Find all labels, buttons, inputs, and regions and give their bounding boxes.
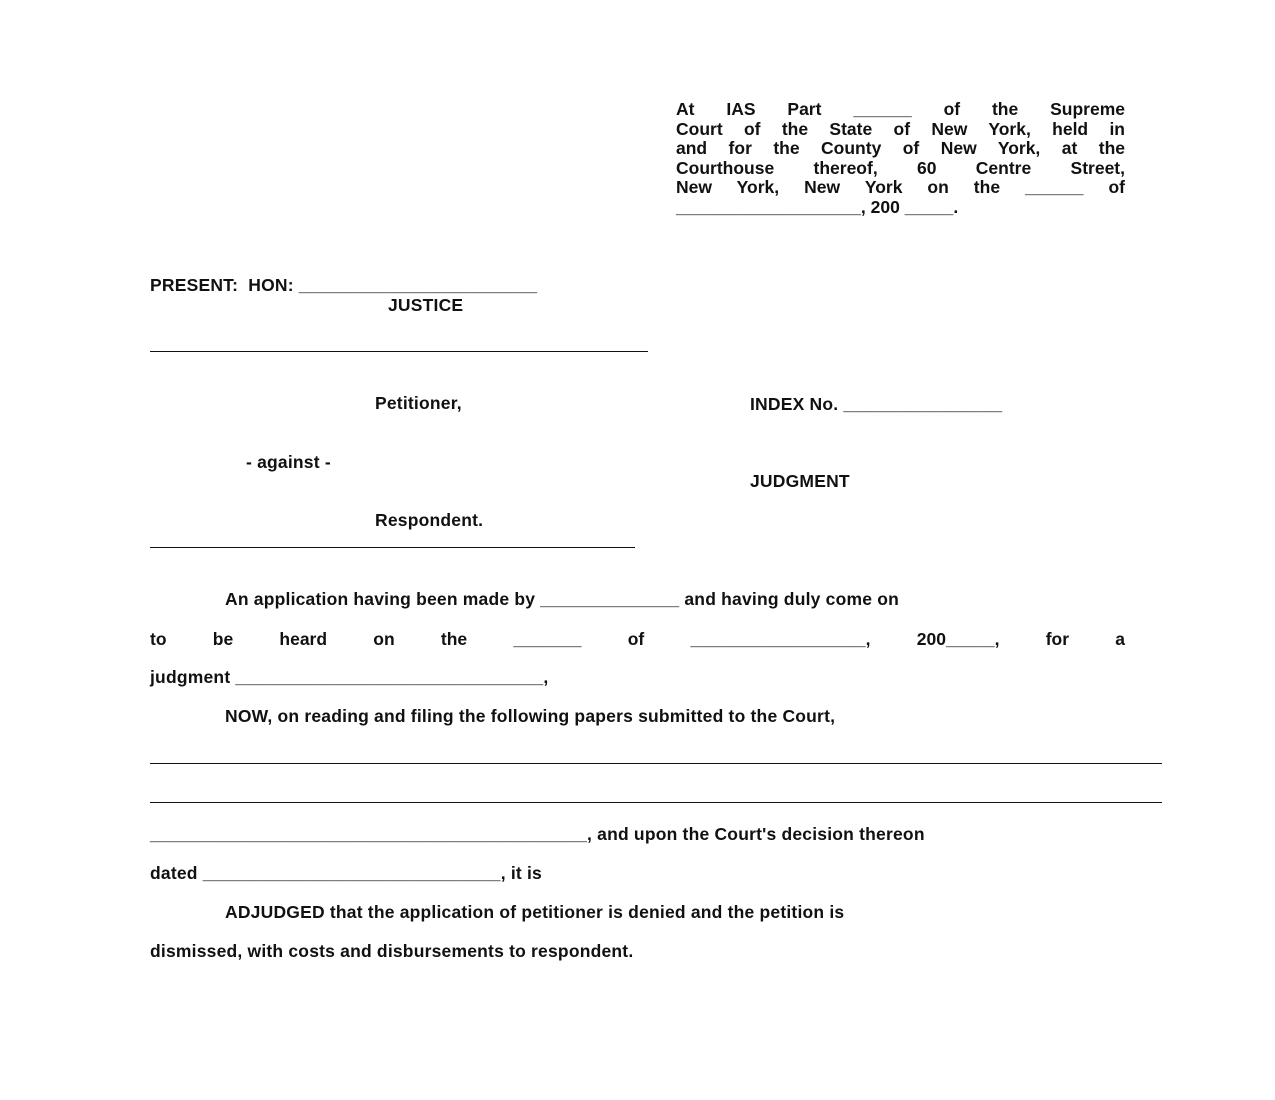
document-title: JUDGMENT (750, 471, 850, 491)
heard-on-line (150, 629, 1125, 649)
heading-line: ___________________, 200 _____. (676, 196, 959, 217)
papers-blank-rule-1 (150, 763, 1162, 764)
dismissed-line: dismissed, with costs and disbursements to respondent. (150, 941, 634, 961)
heading-line: and for the County of New York, at the (676, 138, 1125, 158)
against-label: - against - (246, 452, 331, 472)
judgment-line: judgment _______________________________, (150, 667, 549, 687)
court-heading (676, 100, 1125, 217)
respondent-label: Respondent. (375, 510, 484, 530)
present-hon-line: PRESENT: HON: ________________________ (150, 275, 538, 295)
justice-title: JUSTICE (388, 295, 464, 315)
word: _______ (513, 629, 582, 649)
word: on (373, 629, 395, 649)
caption-top-rule (150, 351, 648, 352)
petitioner-label: Petitioner, (375, 393, 462, 413)
heading-line: Courthouse thereof, 60 Centre Street, (676, 157, 1125, 178)
application-line: An application having been made by ______________ and having duly come on (225, 589, 899, 609)
word: for (1045, 629, 1070, 649)
dated-line: dated ______________________________, it is (150, 863, 542, 883)
index-number-line: INDEX No. ________________ (750, 394, 1003, 414)
word: be (212, 629, 234, 649)
papers-blank-rule-2 (150, 802, 1162, 803)
heading-line: At IAS Part ______ of the Supreme (676, 99, 1125, 119)
caption-bottom-rule (150, 547, 635, 548)
word: the (440, 629, 468, 649)
word: heard (279, 629, 328, 649)
heading-line: Court of the State of New York, held in (676, 118, 1125, 139)
word: a (1115, 629, 1125, 649)
heading-line: New York, New York on the ______ of (676, 177, 1125, 197)
word: to (150, 629, 167, 649)
word: of (627, 629, 645, 649)
papers-line: NOW, on reading and filing the following papers submitted to the Court, (225, 706, 836, 726)
decision-line: ____________________________________________, and upon the Court's decision thereon (150, 824, 925, 844)
word: 200_____, (916, 629, 1000, 649)
word: __________________, (690, 629, 871, 649)
adjudged-line: ADJUDGED that the application of petitioner is denied and the petition is (225, 902, 845, 922)
